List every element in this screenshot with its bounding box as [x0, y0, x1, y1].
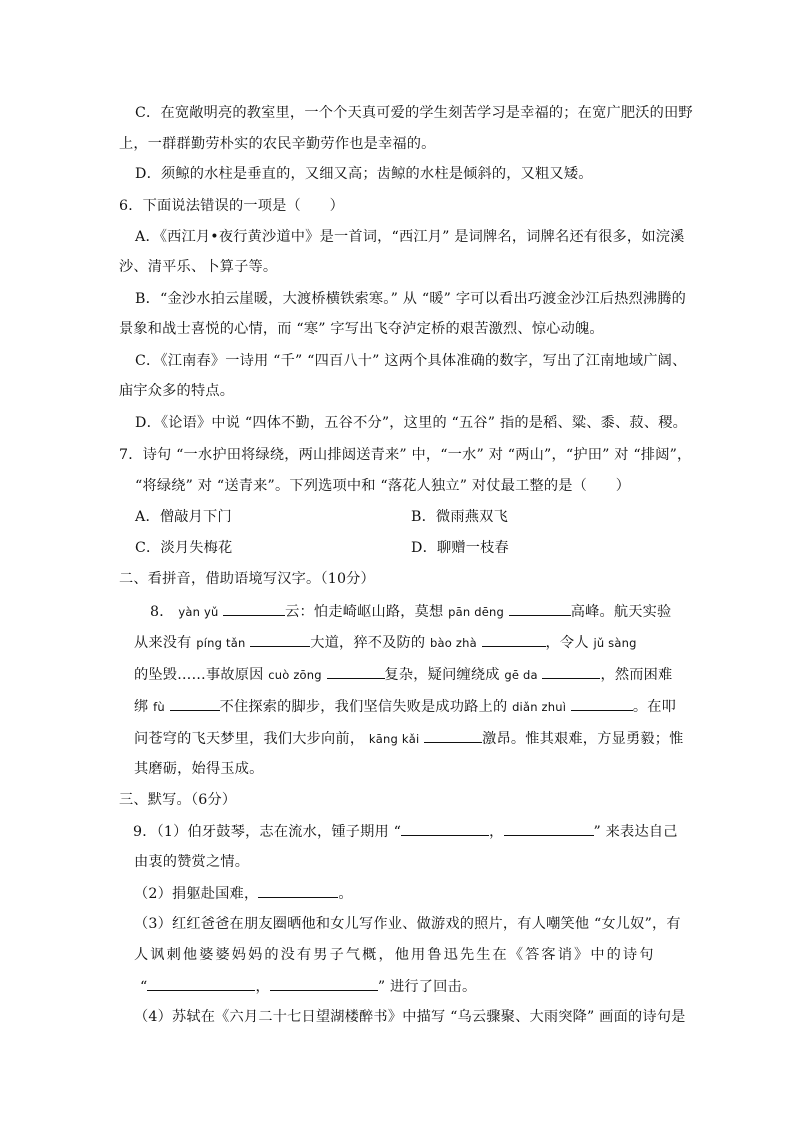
q9-3-line1: （3）红红爸爸在朋友圈晒他和女儿写作业、做游戏的照片，有人嘲笑他 “女儿奴”，有 [134, 916, 681, 932]
q9-text: （2）捐躯赴国难， [134, 886, 259, 902]
pinyin-fu: fù [153, 700, 165, 714]
q6-option-a-line1: A．《西江月•夜行黄沙道中》是一首词，“西江月” 是词牌名，词牌名还有很多，如浣溪 [135, 229, 685, 245]
q8-line4 [134, 696, 676, 717]
q7-option-b: B．微雨燕双飞 [411, 509, 508, 525]
q8-text: 绑 [134, 699, 149, 715]
q8-text: ，然而困难 [600, 667, 673, 683]
q9-3-line3 [140, 976, 476, 997]
pinyin-pandeng: pān dēng [448, 605, 504, 619]
answer-blank-yanyu[interactable] [223, 601, 285, 616]
answer-blank-pandeng[interactable] [509, 601, 571, 616]
q6-option-b-line1: B．“金沙水拍云崖暖，大渡桥横铁索寒。” 从 “暖” 字可以看出巧渡金沙江后热烈沸腾的 [135, 291, 687, 307]
q8-line5 [134, 728, 684, 749]
answer-blank-q9-1a[interactable] [401, 821, 489, 836]
q8-text: 高峰。航天实验 [570, 604, 672, 620]
q7-option-d: D．聊赠一枝春 [411, 540, 509, 556]
q8-line6: 其磨砺，始得玉成。 [134, 761, 264, 777]
q8-text: 问苍穹的飞天梦里，我们大步向前， [134, 731, 365, 747]
q6-option-b-line2: 景象和战士喜悦的心情，而 “寒” 字写出飞夺泸定桥的艰苦激烈、惊心动魄。 [119, 321, 604, 337]
section2-heading: 二、看拼音，借助语境写汉字。（10分） [119, 571, 375, 587]
q6-option-c-line2: 庙宇众多的特点。 [119, 383, 235, 399]
q9-text: 9．（1）伯牙鼓琴，志在流水，锺子期用 “ [133, 824, 402, 840]
q8-text: 。在叩 [632, 699, 677, 715]
q9-text: ” 来表达自己 [593, 824, 678, 840]
q9-text: “ [140, 979, 148, 995]
q9-3-line2: 人 讽 刺 他 婆 婆 妈 妈 的 没 有 男 子 气 概 ， 他 用 鲁 迅 先 生 在 《 答 客 诮 》 中 的 诗 句 [134, 947, 653, 963]
q9-text: 。 [338, 886, 353, 902]
q6-stem: 6．下面说法错误的一项是（ ） [119, 198, 345, 214]
q9-text: ， [489, 824, 504, 840]
q7-stem-line2: “将绿绕” 对 “送青来”。下列选项中和 “落花人独立” 对仗最工整的是（ ） [135, 478, 631, 494]
answer-blank-kangkai[interactable] [424, 728, 482, 743]
q8-text: 从来没有 [134, 635, 192, 651]
answer-blank-cuozong[interactable] [327, 664, 385, 679]
answer-blank-baozha[interactable] [482, 632, 546, 647]
q8-number: 8． [150, 604, 174, 620]
q7-stem-line1: 7．诗句 “一水护田将绿绕，两山排闼送青来” 中，“一水” 对 “两山”，“护田” 对 “排闼”， [119, 447, 692, 463]
answer-blank-geda[interactable] [542, 664, 600, 679]
answer-blank-q9-3b[interactable] [270, 976, 378, 991]
q7-option-c: C．淡月失梅花 [135, 540, 233, 556]
q9-1-line1 [133, 821, 678, 842]
q9-2-line [134, 883, 353, 904]
q9-4-line: （4）苏轼在《六月二十七日望湖楼醉书》中描写 “乌云骤聚、大雨突降” 画面的诗句是 [134, 1009, 686, 1025]
q5-option-d: D．须鲸的水柱是垂直的，又细又高；齿鲸的水柱是倾斜的，又粗又矮。 [135, 166, 593, 182]
q5-option-c-line2: 上，一群群勤劳朴实的农民辛勤劳作也是幸福的。 [119, 136, 436, 152]
q7-option-a: A．僧敲月下门 [135, 509, 232, 525]
answer-blank-q9-2[interactable] [258, 883, 338, 898]
answer-blank-q9-1b[interactable] [504, 821, 594, 836]
q8-text: 复杂，疑问缠绕成 [384, 667, 500, 683]
pinyin-geda: gē da [504, 668, 538, 682]
pinyin-cuozong: cuò zōng [268, 668, 322, 682]
pinyin-dianzhui: diǎn zhuì [512, 700, 567, 714]
pinyin-baozha: bào zhà [430, 636, 477, 650]
answer-blank-q9-3a[interactable] [147, 976, 255, 991]
section3-heading: 三、默写。（6分） [119, 792, 237, 808]
pinyin-jusang: jǔ sàng [593, 636, 637, 650]
pinyin-pingtan: píng tǎn [196, 636, 246, 650]
q6-option-a-line2: 沙、清平乐、卜算子等。 [119, 259, 278, 275]
q9-1-line2: 由衷的赞赏之情。 [134, 854, 250, 870]
q6-option-c-line1: C．《江南春》一诗用 “千” “四百八十” 这两个具体准确的数字，写出了江南地域广阔、 [135, 353, 687, 369]
q8-text: 的坠毁……事故原因 [134, 667, 264, 683]
q6-option-d: D．《论语》中说 “四体不勤，五谷不分”，这里的 “五谷” 指的是稻、粱、黍、菽、稷。 [135, 415, 687, 431]
q9-text: ， [255, 979, 270, 995]
q8-text: 激昂。惟其艰难，方显勇毅；惟 [482, 731, 684, 747]
q9-text: ” 进行了回击。 [377, 979, 477, 995]
pinyin-yanyu: yàn yǔ [178, 605, 219, 619]
q8-line2 [134, 632, 637, 653]
pinyin-kangkai: kāng kǎi [368, 732, 420, 746]
answer-blank-dianzhui[interactable] [571, 696, 633, 711]
q8-text: 云：怕走崎岖山路，莫想 [285, 604, 444, 620]
q8-text: 大道，猝不及防的 [310, 635, 426, 651]
q8-text: ，令人 [545, 635, 589, 651]
q5-option-c-line1: C．在宽敞明亮的教室里，一个个天真可爱的学生刻苦学习是幸福的；在宽广肥沃的田野 [135, 105, 693, 121]
answer-blank-pingtan[interactable] [250, 632, 310, 647]
q8-line1 [150, 601, 671, 622]
answer-blank-fu[interactable] [170, 696, 220, 711]
q8-text: 不住探索的脚步，我们坚信失败是成功路上的 [219, 699, 508, 715]
q8-line3 [134, 664, 672, 685]
